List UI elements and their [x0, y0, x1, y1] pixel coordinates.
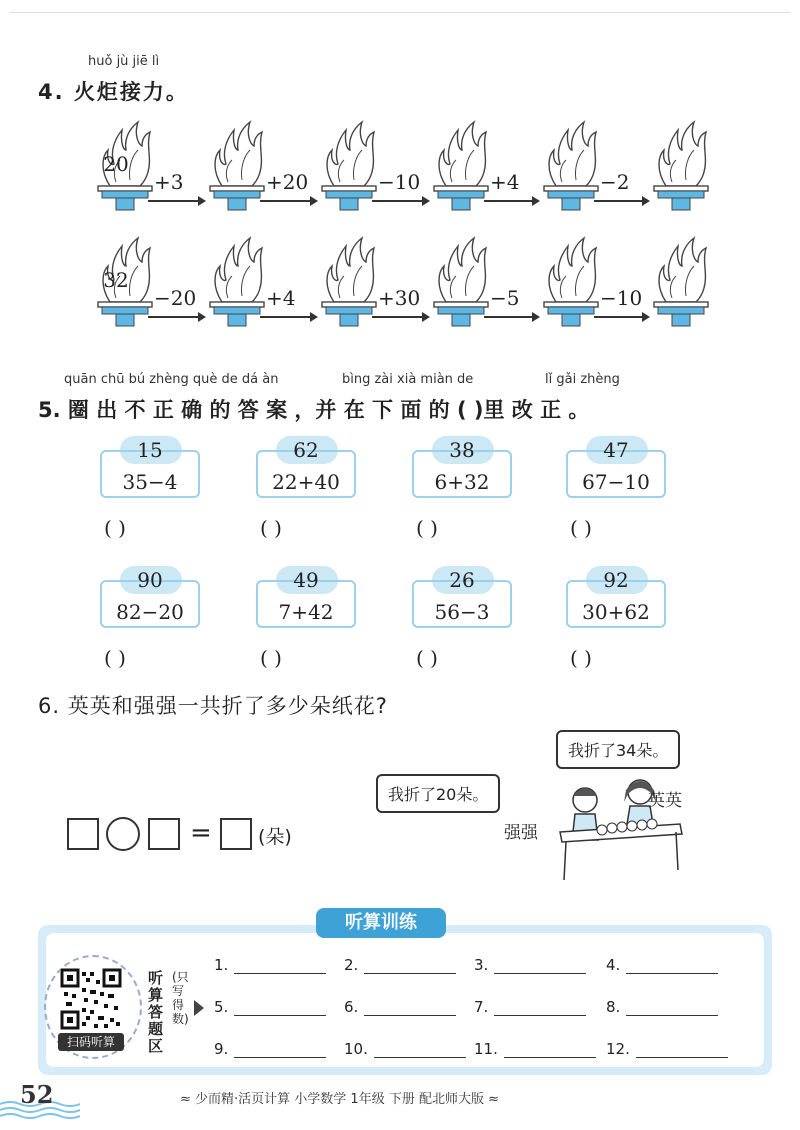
answer-number: 1.	[214, 956, 229, 974]
torch-icon	[430, 116, 492, 216]
arrow-right-icon	[372, 316, 428, 318]
card-expression: 56−3	[434, 600, 490, 624]
card-expression: 7+42	[278, 600, 334, 624]
q5-pinyin-a: quān chū bú zhèng què de dá àn	[64, 372, 279, 387]
answer-blank[interactable]	[364, 1001, 456, 1016]
card-answer[interactable]: 92	[603, 568, 629, 592]
footer-text: ≈ 少而精·活页计算 小学数学 1年级 下册 配北师大版 ≈	[180, 1092, 499, 1107]
answer-card[interactable]	[100, 436, 200, 500]
speech-bubble-yingying: 我折了34朵。	[556, 730, 680, 769]
arrow-right-icon	[260, 200, 316, 202]
answer-number: 10.	[344, 1040, 368, 1058]
card-expression: 35−4	[122, 470, 178, 494]
correction-blank[interactable]: ( )	[416, 516, 438, 540]
torch[interactable]	[650, 232, 712, 332]
correction-blank[interactable]: ( )	[104, 646, 126, 670]
answer-blank[interactable]	[494, 959, 586, 974]
card-answer[interactable]: 49	[293, 568, 319, 592]
answer-number: 7.	[474, 998, 489, 1016]
listening-answer-item	[474, 956, 586, 974]
unit-label: (朵)	[258, 826, 292, 848]
torch-operation: −10	[378, 170, 421, 194]
card-expression: 67−10	[582, 470, 650, 494]
speech-bubble-qiangqiang: 我折了20朵。	[376, 774, 500, 813]
card-answer[interactable]: 90	[137, 568, 163, 592]
card-answer[interactable]: 26	[449, 568, 475, 592]
label-yingying: 英英	[648, 791, 682, 811]
answer-number: 9.	[214, 1040, 229, 1058]
answer-card[interactable]	[566, 566, 666, 630]
torch[interactable]	[318, 232, 380, 332]
arrow-right-icon	[372, 200, 428, 202]
torch-icon	[206, 232, 268, 332]
answer-card[interactable]	[256, 566, 356, 630]
q5-title-b: ( )里 改 正 。	[456, 398, 590, 422]
torch[interactable]	[430, 116, 492, 216]
answer-blank[interactable]	[504, 1043, 596, 1058]
answer-card[interactable]	[412, 566, 512, 630]
arrow-right-icon	[148, 200, 204, 202]
torch-icon	[318, 116, 380, 216]
card-answer[interactable]: 62	[293, 438, 319, 462]
answer-blank[interactable]	[636, 1043, 728, 1058]
arrow-right-icon	[148, 316, 204, 318]
q4-pinyin: huǒ jù jiē lì	[88, 54, 160, 69]
card-answer[interactable]: 15	[137, 438, 163, 462]
qr-code[interactable]	[60, 968, 122, 1030]
torch-operation: +30	[378, 286, 421, 310]
torch-operation: +4	[490, 170, 520, 194]
page-number: 52	[20, 1080, 54, 1109]
q5-title-a: 5. 圈 出 不 正 确 的 答 案 ，并 在 下 面 的	[38, 398, 450, 422]
arrow-right-icon	[484, 200, 538, 202]
answer-number: 3.	[474, 956, 489, 974]
answer-zone-note: (只写得数)	[172, 970, 189, 1026]
qr-label: 扫码听算	[58, 1033, 124, 1051]
answer-blank[interactable]	[234, 959, 326, 974]
torch[interactable]	[318, 116, 380, 216]
torch	[94, 232, 156, 332]
arrow-right-icon	[260, 316, 316, 318]
equals-sign: =	[190, 818, 212, 848]
listening-answer-item	[606, 1040, 728, 1058]
torch-start-number: 32	[103, 268, 129, 292]
torch-icon	[430, 232, 492, 332]
torch	[94, 116, 156, 216]
listening-answer-item	[474, 1040, 596, 1058]
listening-answer-item	[344, 998, 456, 1016]
correction-blank[interactable]: ( )	[104, 516, 126, 540]
q6-title: 6. 英英和强强一共折了多少朵纸花?	[38, 694, 388, 718]
card-expression: 22+40	[272, 470, 340, 494]
correction-blank[interactable]: ( )	[260, 516, 282, 540]
arrow-right-icon	[594, 316, 648, 318]
q4-title: 4. 火炬接力。	[38, 80, 189, 104]
arrow-right-icon	[594, 200, 648, 202]
answer-box-1[interactable]	[67, 818, 99, 850]
q5-pinyin-b: bìng zài xià miàn de	[342, 372, 474, 387]
answer-card[interactable]	[412, 436, 512, 500]
answer-card[interactable]	[100, 566, 200, 630]
answer-blank[interactable]	[494, 1001, 586, 1016]
listening-answer-item	[344, 1040, 466, 1058]
card-answer[interactable]: 38	[449, 438, 475, 462]
answer-box-result[interactable]	[220, 818, 252, 850]
torch-icon	[650, 116, 712, 216]
torch-icon	[206, 116, 268, 216]
torch-operation: −5	[490, 286, 520, 310]
listening-answer-item	[344, 956, 456, 974]
label-qiangqiang: 强强	[504, 823, 538, 843]
answer-blank[interactable]	[364, 959, 456, 974]
listening-answer-item	[606, 956, 718, 974]
correction-blank[interactable]: ( )	[570, 646, 592, 670]
correction-blank[interactable]: ( )	[416, 646, 438, 670]
torch[interactable]	[540, 116, 602, 216]
card-expression: 6+32	[434, 470, 490, 494]
torch[interactable]	[430, 232, 492, 332]
listening-answer-item	[214, 998, 326, 1016]
torch-icon	[650, 232, 712, 332]
arrow-right-icon	[484, 316, 538, 318]
answer-card[interactable]	[566, 436, 666, 500]
correction-blank[interactable]: ( )	[570, 516, 592, 540]
torch-operation: +3	[154, 170, 184, 194]
answer-zone-label: 听算答题区	[148, 969, 164, 1055]
card-answer[interactable]: 47	[603, 438, 629, 462]
answer-number: 12.	[606, 1040, 630, 1058]
answer-blank[interactable]	[234, 1043, 326, 1058]
q5-title	[38, 394, 589, 424]
listening-answer-item	[214, 1040, 326, 1058]
listening-answer-item	[606, 998, 718, 1016]
answer-blank[interactable]	[374, 1043, 466, 1058]
card-expression: 82−20	[116, 600, 184, 624]
answer-blank[interactable]	[626, 1001, 718, 1016]
answer-blank[interactable]	[626, 959, 718, 974]
torch-start-number: 20	[103, 152, 129, 176]
torch-operation: +4	[266, 286, 296, 310]
top-rule	[10, 12, 790, 13]
torch[interactable]	[206, 116, 268, 216]
torch-operation: −20	[154, 286, 197, 310]
answer-number: 8.	[606, 998, 621, 1016]
listening-title: 听算训练	[316, 908, 446, 938]
answer-number: 11.	[474, 1040, 498, 1058]
q5-pinyin-c: lǐ gǎi zhèng	[545, 372, 620, 387]
card-expression: 30+62	[582, 600, 650, 624]
listening-answer-item	[474, 998, 586, 1016]
torch-operation: +20	[266, 170, 309, 194]
torch-icon	[540, 116, 602, 216]
answer-box-2[interactable]	[148, 818, 180, 850]
torch-icon	[540, 232, 602, 332]
operator-circle[interactable]	[106, 817, 140, 851]
torch-operation: −2	[600, 170, 630, 194]
answer-number: 4.	[606, 956, 621, 974]
torch[interactable]	[650, 116, 712, 216]
answer-blank[interactable]	[234, 1001, 326, 1016]
listening-answer-item	[214, 956, 326, 974]
torch-icon	[318, 232, 380, 332]
torch[interactable]	[540, 232, 602, 332]
torch-operation: −10	[600, 286, 643, 310]
torch[interactable]	[206, 232, 268, 332]
answer-number: 2.	[344, 956, 359, 974]
answer-card[interactable]	[256, 436, 356, 500]
correction-blank[interactable]: ( )	[260, 646, 282, 670]
answer-number: 5.	[214, 998, 229, 1016]
triangle-pointer-icon	[194, 1000, 204, 1016]
answer-number: 6.	[344, 998, 359, 1016]
